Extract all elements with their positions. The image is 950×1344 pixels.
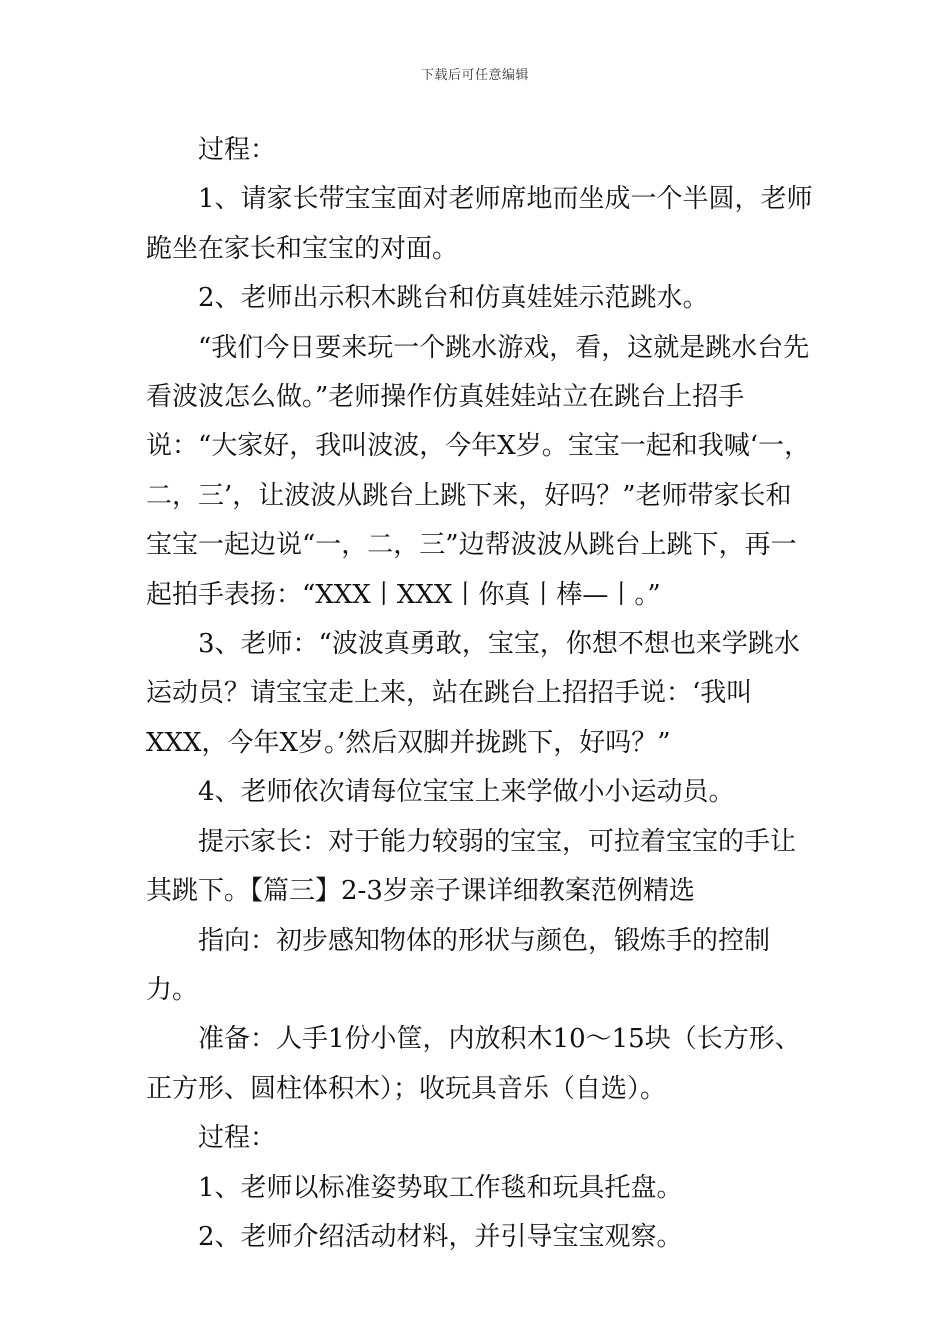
document-body [146,126,814,1262]
page-header: 下载后可任意编辑 [420,68,529,83]
paragraph-step-2b: 2、老师介绍活动材料，并引导宝宝观察。 [198,1221,683,1252]
paragraph-demonstration: “我们今日要来玩一个跳水游戏，看，这就是跳水台先看波波怎么做。”老师操作仿真娃娃站立在跳台上招手说：“大家好，我叫波波，今年X岁。宝宝一起和我喊‘一，二，三’，让波波从跳台上跳下来，好吗？”老师带家长和宝宝一起边说“一，二，三”边帮波波从跳台上跳下，再一起拍手表扬：“XXX丨XXX丨你真丨棒—丨。” [146,332,811,610]
paragraph-step-3: 3、老师：“波波真勇敢，宝宝，你想不想也来学跳水运动员？请宝宝走上来，站在跳台上招招手说：‘我叫XXX，今年X岁。’然后双脚并拢跳下，好吗？” [146,629,800,758]
paragraph-step-2: 2、老师出示积木跳台和仿真娃娃示范跳水。 [198,283,709,314]
paragraph-preparation: 准备：人手1份小筐，内放积木10～15块（长方形、正方形、圆柱体积木）；收玩具音乐（自选）。 [146,1024,801,1104]
paragraph-parent-tip: 提示家长：对于能力较弱的宝宝，可拉着宝宝的手让其跳下。【篇三】2-3岁亲子课详细教案范例精选 [146,826,797,907]
paragraph-step-1: 1、请家长带宝宝面对老师席地而坐成一个半圆，老师跪坐在家长和宝宝的对面。 [146,184,813,264]
paragraph-process-heading: 过程： [198,135,277,165]
paragraph-step-1b: 1、老师以标准姿势取工作毯和玩具托盘。 [198,1172,683,1203]
paragraph-process-heading-2: 过程： [198,1123,277,1154]
paragraph-objective: 指向：初步感知物体的形状与颜色，锻炼手的控制力。 [146,925,771,1005]
paragraph-step-4: 4、老师依次请每位宝宝上来学做小小运动员。 [198,777,735,808]
